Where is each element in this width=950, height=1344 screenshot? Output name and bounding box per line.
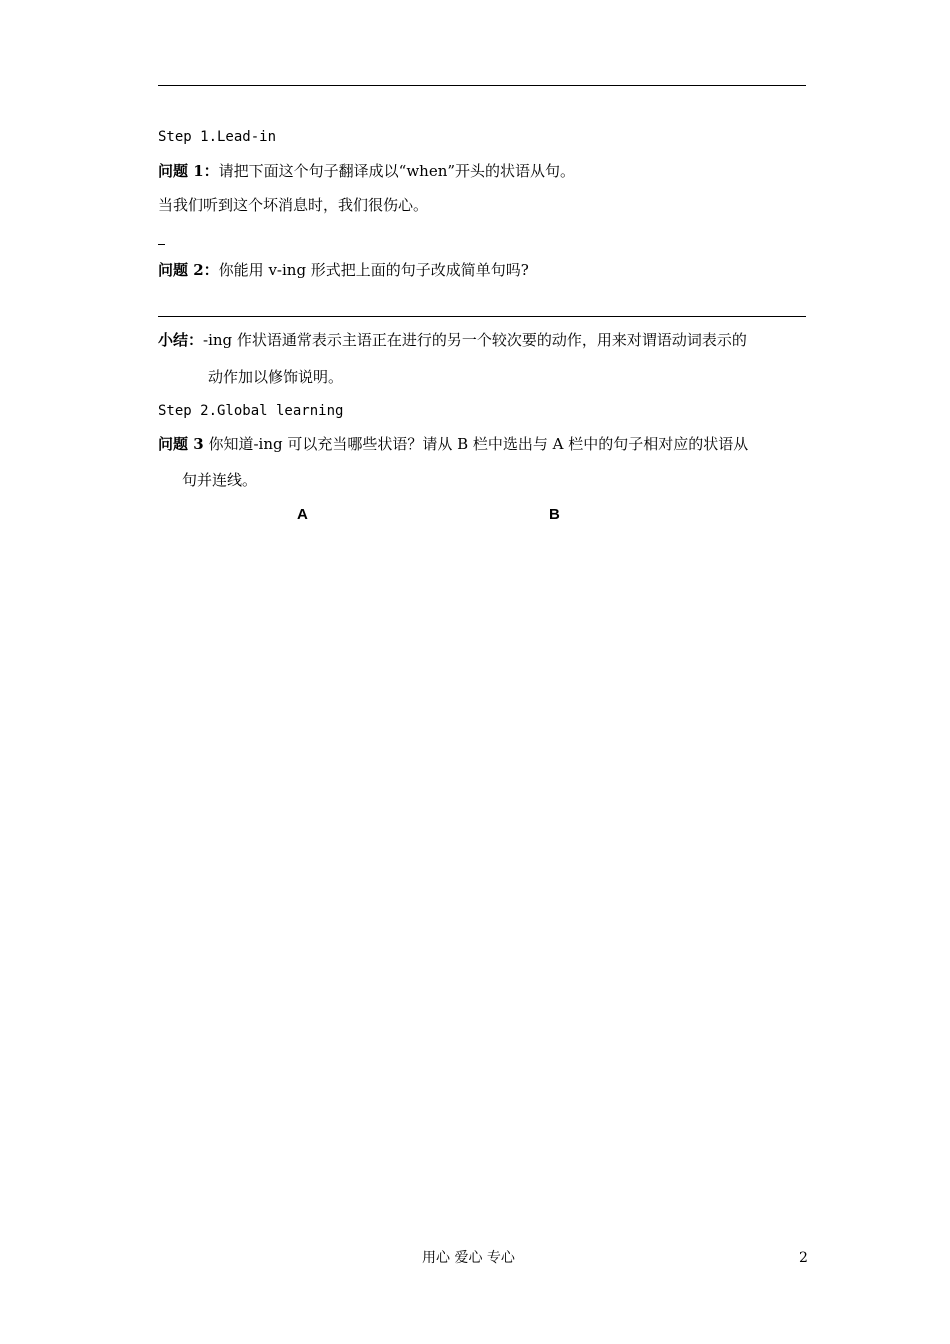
question-2 bbox=[158, 260, 529, 280]
summary-text-1: -ing 作状语通常表示主语正在进行的另一个较次要的动作，用来对谓语动词表示的 bbox=[203, 331, 747, 349]
summary-label: 小结： bbox=[158, 331, 204, 349]
question-1-text: 请把下面这个句子翻译成以“when”开头的状语从句。 bbox=[218, 162, 576, 180]
question-1 bbox=[158, 161, 575, 181]
column-b-label: B bbox=[549, 506, 560, 523]
answer-blank-mark bbox=[158, 244, 165, 245]
question-2-label: 问题 2： bbox=[158, 261, 219, 279]
question-3-label: 问题 3 bbox=[158, 435, 204, 453]
question-1-label: 问题 1： bbox=[158, 162, 219, 180]
footer-motto: 用心 爱心 专心 bbox=[422, 1250, 515, 1266]
question-3-line-2: 句并连线。 bbox=[182, 471, 258, 489]
question-3-text-1: 你知道-ing 可以充当哪些状语？请从 B 栏中选出与 A 栏中的句子相对应的状语从 bbox=[208, 435, 749, 453]
step1-title: Step 1.Lead-in bbox=[158, 129, 277, 145]
page-number: 2 bbox=[799, 1250, 808, 1266]
column-a-label: A bbox=[297, 506, 308, 523]
question-3 bbox=[158, 434, 748, 454]
example-sentence: 当我们听到这个坏消息时，我们很伤心。 bbox=[158, 196, 429, 214]
answer-line bbox=[158, 316, 806, 317]
summary-line-2: 动作加以修饰说明。 bbox=[208, 368, 344, 386]
header-rule bbox=[158, 85, 806, 86]
question-2-text: 你能用 v-ing 形式把上面的句子改成简单句吗? bbox=[218, 261, 529, 279]
step2-title: Step 2.Global learning bbox=[158, 403, 344, 419]
summary-line-1 bbox=[158, 330, 747, 350]
